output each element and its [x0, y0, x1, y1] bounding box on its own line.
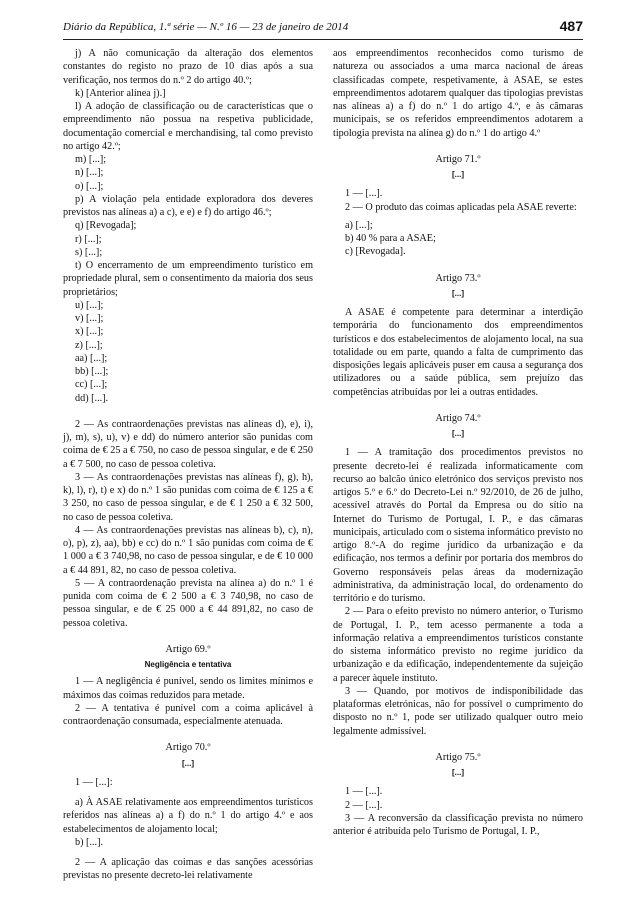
paragraph: 4 — As contraordenações previstas nas alíneas b), c), n), o), p), z), aa), bb) e cc) do n.º 1 são punidas com coima de € 1 000 a € 3 740,98, no caso de pessoa singular, e de € 10 000 a € 44 891, 82, no caso de pessoa coletiva. — [63, 524, 313, 576]
journal-title: Diário da República, 1.ª série — N.º 16 — 23 de janeiro de 2014 — [63, 21, 349, 33]
header-rule — [63, 39, 583, 40]
left-column — [63, 47, 313, 883]
page-number: 487 — [559, 18, 583, 34]
page-header — [63, 18, 583, 37]
paragraph: 2 — O produto das coimas aplicadas pela ASAE reverte: — [345, 201, 577, 213]
paragraph: l) A adoção de classificação ou de características que o empreendimento não possua na respetiva publicidade, documentação comercial e merchandising, tal como previsto no artigo 42.º; — [63, 101, 313, 152]
paragraph: b) [...]. — [75, 836, 104, 848]
paragraph: a) À ASAE relativamente aos empreendimentos turísticos referidos nas alíneas a) a f) do n.º 1 do artigo 4.º e aos estabelecimentos de alojamento local; — [63, 797, 313, 835]
paragraph: a) [...]; — [345, 219, 373, 231]
paragraph: n) [...]; — [75, 167, 104, 179]
article-subtitle: [...] — [452, 768, 464, 777]
paragraph: 1 — [...]: — [75, 776, 113, 788]
article-heading: Artigo 73.º — [435, 272, 481, 284]
paragraph: z) [...]; — [75, 339, 103, 351]
spacer — [333, 259, 583, 272]
paragraph: k) [Anterior alínea j).] — [75, 87, 166, 99]
paragraph: r) [...]; — [75, 233, 102, 245]
paragraph: aa) [...]; — [75, 352, 108, 364]
article-heading: Artigo 69.º — [165, 643, 211, 655]
paragraph: o) [...]; — [75, 180, 104, 192]
article-heading: Artigo 70.º — [165, 742, 211, 754]
paragraph: 3 — Quando, por motivos de indisponibilidade das plataformas eletrónicas, não for possível o cumprimento do disposto no n.º 1, pode ser utilizado qualquer outro meio legalmente admissível. — [333, 685, 583, 737]
paragraph: v) [...]; — [75, 313, 104, 324]
paragraph: 2 — Para o efeito previsto no número anterior, o Turismo de Portugal, I. P., tem acesso permanente a toda a informação relativa a empreendimentos turísticos constante do sistema informático previsto no regime jurídico da urbanização e da edificação, independentemente da sujeição a parecer àquele instituto. — [333, 606, 583, 684]
paragraph: 2 — [...]. — [345, 799, 383, 811]
article-subtitle: [...] — [452, 429, 464, 438]
paragraph: 1 — [...]. — [345, 188, 383, 200]
paragraph: j) A não comunicação da alteração dos elementos constantes do registo no prazo de 10 dias após a sua verificação, nos termos do n.º 2 do artigo 40.º; — [63, 48, 313, 86]
paragraph: c) [Revogada]. — [345, 246, 406, 258]
paragraph: s) [...]; — [75, 246, 103, 258]
article-heading: Artigo 71.º — [435, 153, 481, 165]
paragraph: p) A violação pela entidade exploradora dos deveres previstos nas alíneas a) a c), e e) e f) do artigo 46.º; — [63, 193, 313, 218]
spacer — [333, 399, 583, 412]
paragraph: b) 40 % para a ASAE; — [345, 233, 436, 244]
paragraph: q) [Revogada]; — [75, 220, 137, 232]
article-subtitle: [...] — [452, 288, 464, 298]
paragraph: 2 — A aplicação das coimas e das sanções acessórias previstas no presente decreto-lei relativamente — [63, 857, 313, 882]
spacer — [63, 849, 313, 856]
spacer — [333, 738, 583, 751]
article-heading: Artigo 74.º — [435, 412, 481, 424]
paragraph: u) [...]; — [75, 299, 104, 311]
spacer — [63, 630, 313, 643]
paragraph: cc) [...]; — [75, 379, 108, 391]
paragraph: 1 — [...]. — [345, 786, 383, 798]
paragraph: x) [...]; — [75, 326, 104, 338]
article-subtitle: Negligência e tentativa — [144, 660, 232, 669]
spacer — [63, 405, 313, 418]
spacer — [63, 789, 313, 796]
paragraph: 1 — A tramitação dos procedimentos previstos no presente decreto-lei é realizada informaticamente com recurso ao balcão único eletrónico dos serviços previsto nos artigos 5.º e 6.º do Decreto-Lei n.º 92/2010, de 26 de julho, acessível através do Portal da Empresa ou do sítio na Internet do Turismo de Portugal, I. P., e das câmaras municipais, articulado com o sistema informático previsto no artigo 8.º-A do regime jurídico da urbanização e da edificação, nos termos a definir por portaria dos membros do Governo responsáveis pelas áreas da modernização administrativa, da administração local, do ordenamento do território e do turismo. — [333, 447, 583, 604]
article-heading: Artigo 75.º — [435, 751, 481, 763]
paragraph: 3 — A reconversão da classificação prevista no número anterior é atribuída pelo Turismo de Portugal, I. P., — [333, 812, 583, 837]
spacer — [63, 728, 313, 741]
paragraph: t) O encerramento de um empreendimento turístico em propriedade plural, sem o consentimento da maioria dos seus proprietários; — [63, 260, 313, 298]
article-subtitle: [...] — [182, 758, 194, 768]
paragraph: A ASAE é competente para determinar a interdição temporária do funcionamento dos empreendimentos turísticos e dos estabelecimentos de alojamento local, na sua totalidade ou em parte, quando a falta de cumprimento das disposições legais aplicáveis puser em causa a segurança dos utilizadores ou a saúde pública, sem prejuízo das competências atribuídas por lei a outras entidades. — [333, 307, 583, 398]
paragraph: bb) [...]; — [75, 366, 109, 377]
paragraph: aos empreendimentos reconhecidos como turismo de natureza ou associados a uma marca nacional de áreas classificadas compete, respetivamente, à ASAE, se estes empreendimentos adotarem qualquer das tipologias previstas nas alíneas a) a f) do n.º 1 do artigo 4.º, e às câmaras municipais, se os referidos empreendimentos adotarem a tipologia prevista na alínea g) do n.º 1 do artigo 4.º — [333, 48, 583, 139]
paragraph: 3 — As contraordenações previstas nas alíneas f), g), h), k), l), r), t) e x) do n.º 1 são punidas com coima de € 125 a € 3 250, no caso de pessoa singular, e de € 1 250 a € 32 500, no caso de pessoa coletiva. — [63, 471, 313, 523]
paragraph: 2 — As contraordenações previstas nas alíneas d), e), i), j), m), s), u), v) e dd) do número anterior são punidas com coima de € 25 a € 750, no caso de pessoa singular, e de € 250 a € 7 500, no caso de pessoa coletiva. — [63, 418, 313, 470]
article-subtitle: [...] — [452, 170, 464, 179]
spacer — [333, 140, 583, 153]
right-column — [333, 47, 583, 838]
paragraph: 5 — A contraordenação prevista na alínea a) do n.º 1 é punida com coima de € 2 500 a € 3 740,98, no caso de pessoa singular, e de € 25 000 a € 44 891,82, no caso de pessoa coletiva. — [63, 577, 313, 629]
paragraph: 2 — A tentativa é punível com a coima aplicável à contraordenação consumada, especialmente atenuada. — [63, 702, 313, 727]
paragraph: m) [...]; — [75, 154, 107, 165]
paragraph: dd) [...]. — [75, 392, 109, 404]
paragraph: 1 — A negligência é punível, sendo os limites mínimos e máximos das coimas reduzidos para metade. — [63, 676, 313, 701]
